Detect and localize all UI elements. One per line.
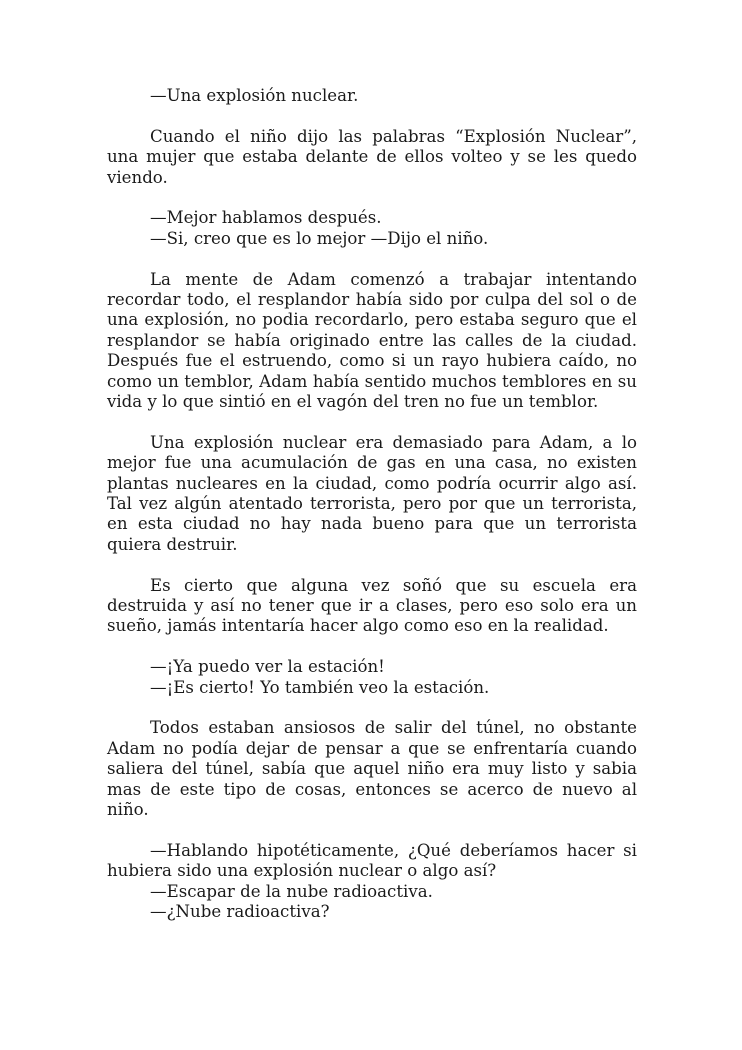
paragraph-3: —Mejor hablamos después. xyxy=(150,208,382,228)
paragraph-1: —Una explosión nuclear. xyxy=(150,86,359,105)
paragraph-5: La mente de Adam comenzó a trabajar intentando recordar todo, el resplandor había sido por culpa del sol o de una explosión, no podia recordarlo, pero estaba seguro que el resplandor se había originado entre las calles de la ciudad. Después fue el estruendo, como si un rayo hubiera caído, no como un temblor, Adam había sentido muchos temblores en su vida y lo que sintió en el vagón del tren no fue un temblor. xyxy=(107,269,637,412)
paragraph-12: —Escapar de la nube radioactiva. xyxy=(150,881,433,901)
paragraph-13: —¿Nube radioactiva? xyxy=(150,902,330,922)
paragraph-8: —¡Ya puedo ver la estación! xyxy=(150,657,385,677)
document-page xyxy=(107,86,637,923)
paragraph-10: Todos estaban ansiosos de salir del túnel, no obstante Adam no podía dejar de pensar a que se enfrentaría cuando saliera del túnel, sabía que aquel niño era muy listo y sabia mas de este tipo de cosas, entonces se acerco de nuevo al niño. xyxy=(107,718,637,820)
paragraph-6: Una explosión nuclear era demasiado para Adam, a lo mejor fue una acumulación de gas en una casa, no existen plantas nucleares en la ciudad, como podría ocurrir algo así. Tal vez algún atentado terrorista, pero por que un terrorista, en esta ciudad no hay nada bueno para que un terrorista quiera destruir. xyxy=(107,432,637,554)
paragraph-9: —¡Es cierto! Yo también veo la estación. xyxy=(150,677,490,697)
paragraph-2: Cuando el niño dijo las palabras “Explosión Nuclear”, una mujer que estaba delante de ellos volteo y se les quedo viendo. xyxy=(107,126,637,187)
paragraph-7: Es cierto que alguna vez soñó que su escuela era destruida y así no tener que ir a clases, pero eso solo era un sueño, jamás intentaría hacer algo como eso en la realidad. xyxy=(107,575,637,636)
paragraph-11: —Hablando hipotéticamente, ¿Qué deberíamos hacer si hubiera sido una explosión nuclear o algo así? xyxy=(107,840,637,881)
paragraph-4: —Si, creo que es lo mejor —Dijo el niño. xyxy=(150,228,489,248)
